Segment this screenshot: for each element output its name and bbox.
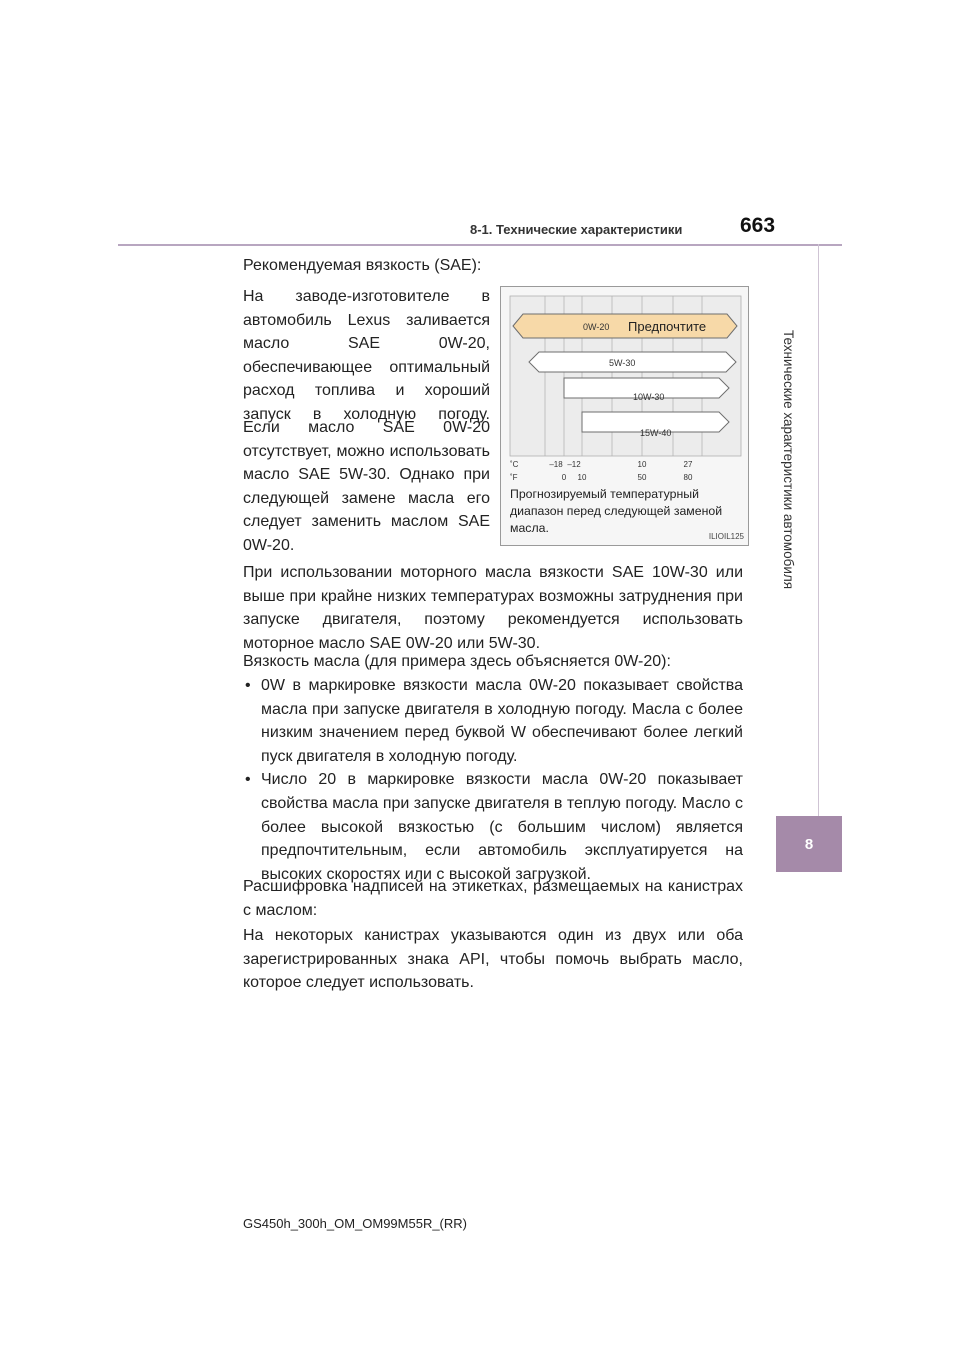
- tick-c-27: 27: [683, 460, 693, 469]
- paragraph-10w30-warning: При использовании моторного масла вязкости SAE 10W-30 или выше при крайне низких температурах возможны затруднения при запуске двигателя, поэтому рекомендуется использовать моторное масло SAE 0W-20 или 5W-30.: [243, 564, 743, 652]
- viscosity-temperature-figure: [500, 286, 749, 546]
- bullet-marker: •: [245, 771, 251, 789]
- tick-c-minus18: –18: [549, 460, 563, 469]
- chapter-tab[interactable]: 8: [776, 816, 842, 872]
- tick-c-minus12: –12: [567, 460, 581, 469]
- chapter-side-label: [776, 330, 816, 800]
- axis-unit-celsius: ˚C: [510, 460, 519, 469]
- preferred-label: Предпочтите: [628, 319, 707, 334]
- section-title: 8-1. Технические характеристики: [470, 222, 683, 237]
- api-paragraph: На некоторых канистрах указываются один из двух или оба зарегистрированных знака API, чтобы помочь выбрать масло, которое следует использовать.: [243, 927, 743, 992]
- grade-label-0w20: 0W-20: [583, 322, 610, 332]
- bullet-text: Число 20 в маркировке вязкости масла 0W-20 показывает свойства масла при запуске двигателя в теплую погоду. Масло с более высокой вязкостью (с большим числом) является предпочтительным, если автомобиль эксплуатируется на высоких скоростях или с высокой загрузкой.: [261, 771, 743, 883]
- tick-f-80: 80: [683, 473, 693, 482]
- paragraph-alternative-oil: Если масло SAE 0W-20 отсутствует, можно использовать масло SAE 5W-30. Однако при следующей замене масла его следует заменить маслом SAE 0W-20.: [243, 419, 490, 554]
- chapter-side-title: Технические характеристики автомобиля: [781, 330, 796, 590]
- grade-label-10w30: 10W-30: [633, 392, 665, 402]
- viscosity-heading: Рекомендуемая вязкость (SAE):: [243, 257, 482, 274]
- bullet-text: 0W в маркировке вязкости масла 0W-20 показывает свойства масла при запуске двигателя в холодную погоду. Масла с более низким значением перед буквой W обеспечивают более легкий пуск двигателя в холодную погоду.: [261, 677, 743, 765]
- figure-code: ILIOIL125: [708, 532, 744, 541]
- figure-caption: Прогнозируемый температурный диапазон перед следующей заменой масла.: [510, 487, 723, 535]
- tick-c-10: 10: [637, 460, 647, 469]
- paragraph-factory-oil: На заводе-изготовителе в автомобиль Lexus заливается масло SAE 0W-20, обеспечивающее оптимальный расход топлива и хороший запуск в холодную погоду.: [243, 288, 490, 423]
- grade-label-5w30: 5W-30: [609, 358, 636, 368]
- tick-f-50: 50: [637, 473, 647, 482]
- model-code-footer: GS450h_300h_OM_OM99M55R_(RR): [243, 1216, 467, 1231]
- bullet-item: [243, 674, 743, 768]
- labels-intro: Расшифровка надписей на этикетках, размещаемых на канистрах с маслом:: [243, 878, 743, 919]
- page-number: 663: [740, 214, 776, 237]
- side-divider: [818, 244, 819, 816]
- bullet-item: [243, 768, 743, 886]
- tick-f-10: 10: [577, 473, 587, 482]
- axis-unit-fahrenheit: ˚F: [510, 473, 518, 482]
- bullet-marker: •: [245, 677, 251, 694]
- grade-label-15w40: 15W-40: [640, 428, 672, 438]
- viscosity-intro: Вязкость масла (для примера здесь объясняется 0W-20):: [243, 653, 671, 670]
- viscosity-bullets: [243, 674, 743, 886]
- tick-f-0: 0: [561, 473, 567, 482]
- header-divider: [118, 244, 842, 246]
